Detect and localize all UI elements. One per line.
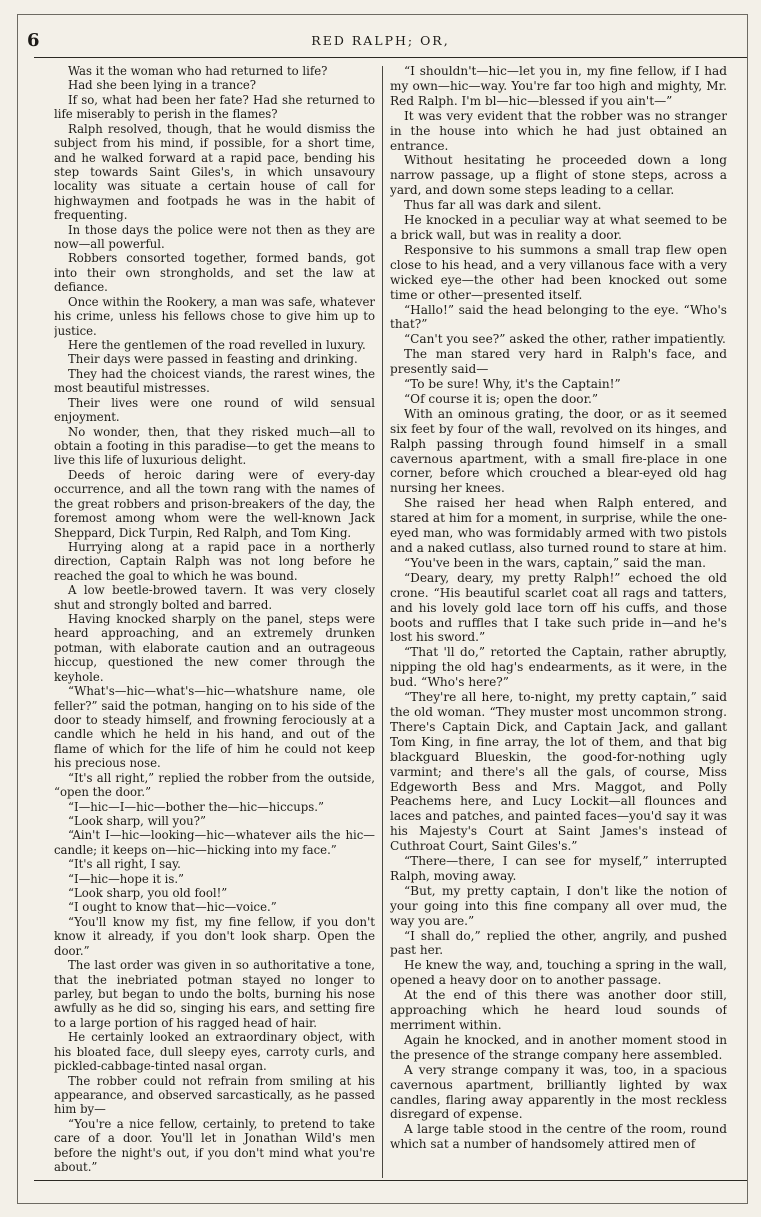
paragraph: “I—hic—hope it is.” (68, 871, 185, 886)
paragraph: The robber could not refrain from smiling at his appearance, and observed sarcastically, as he passed him by— (54, 1073, 375, 1117)
paragraph: “I—hic—I—hic—bother the—hic—hiccups.” (68, 799, 324, 814)
paragraph: “There—there, I can see for myself,” interrupted Ralph, moving away. (390, 854, 727, 883)
paragraph: He knew the way, and, touching a spring in the wall, opened a heavy door on to another passage. (390, 958, 727, 988)
left-text-column (54, 64, 375, 1176)
paragraph: Thus far all was dark and silent. (404, 198, 602, 213)
paragraph: No wonder, then, that they risked much—all to obtain a footing in this paradise—to get the means to live this life of luxurious delight. (54, 424, 375, 468)
paragraph: It was very evident that the robber was no stranger in the house into which he had just obtained an entrance. (390, 108, 727, 153)
paragraph: Hurrying along at a rapid pace in a northerly direction, Captain Ralph was not long before he reached the goal to which he was bound. (54, 539, 375, 583)
paragraph: Was it the woman who had returned to life? (68, 64, 328, 78)
paragraph: He certainly looked an extraordinary object, with his bloated face, dull sleepy eyes, carroty curls, and pickled-cabbage-tinted nasal organ. (54, 1030, 375, 1074)
paragraph: Once within the Rookery, a man was safe, whatever his crime, unless his fellows chose to give him up to justice. (54, 294, 375, 338)
paragraph: “Hallo!” said the head belonging to the eye. “Who's that?” (390, 302, 727, 332)
running-title: RED RALPH; OR, (311, 33, 450, 48)
paragraph: A low beetle-browed tavern. It was very closely shut and strongly bolted and barred. (54, 583, 375, 612)
paragraph: They had the choicest viands, the rarest wines, the most beautiful mistresses. (54, 366, 375, 396)
paragraph: Responsive to his summons a small trap flew open close to his head, and a very villanous face with a very wicked eye—the other had been knocked out some time or other—presented itself. (390, 242, 727, 302)
paragraph: “To be sure! Why, it's the Captain!” (404, 377, 621, 392)
paragraph: The last order was given in so authoritative a tone, that the inebriated potman stayed no longer to parley, but began to undo the bolts, burning his nose awfully as he did so, singing his ears, and setting fire to a large portion of his ragged head of hair. (54, 958, 375, 1030)
right-text-column (390, 64, 727, 1176)
paragraph: “You've been in the wars, captain,” said the man. (404, 555, 706, 570)
paragraph: In those days the police were not then as they are now—all powerful. (54, 222, 375, 252)
paragraph: Having knocked sharply on the panel, steps were heard approaching, and an extremely drunken potman, with elaborate caution and an outrageous hiccup, questioned the new comer through the keyhole. (54, 612, 375, 684)
paragraph: “That 'll do,” retorted the Captain, rather abruptly, nipping the old hag's endearments, as it were, in the bud. “Who's here?” (390, 645, 727, 690)
footer-rule (34, 1180, 747, 1181)
paragraph: “Look sharp, you old fool!” (68, 886, 228, 901)
paragraph: “You'll know my fist, my fine fellow, if you don't know it already, if you don't look sharp. Open the door.” (54, 914, 375, 958)
paragraph: Had she been lying in a trance? (68, 78, 257, 93)
paragraph: She raised her head when Ralph entered, and stared at him for a moment, in surprise, while the one-eyed man, who was formidably armed with two pistols and a naked cutlass, also turned round to stare at him. (390, 496, 727, 555)
paragraph: “It's all right,” replied the robber from the outside, “open the door.” (54, 770, 375, 800)
header-rule (34, 57, 747, 58)
paragraph: Deeds of heroic daring were of every-day occurrence, and all the town rang with the names of the great robbers and prison-breakers of the day, the foremost among whom were the well-known Jack Sheppard, Dick Turpin, Red Ralph, and Tom King. (54, 467, 375, 540)
paragraph: Here the gentlemen of the road revelled in luxury. (68, 338, 366, 353)
paragraph: “Ain't I—hic—looking—hic—whatever ails the hic—candle; it keeps on—hic—hicking into my face.” (54, 828, 375, 857)
paragraph: Their days were passed in feasting and drinking. (68, 352, 358, 367)
paragraph: “You're a nice fellow, certainly, to pretend to take care of a door. You'll let in Jonathan Wild's men before the night's out, if you don't mind what you're about.” (54, 1116, 375, 1175)
paragraph: “But, my pretty captain, I don't like the notion of your going into this fine company all over mud, the way you are.” (390, 883, 727, 928)
paragraph: “What's—hic—what's—hic—whatshure name, ole feller?” said the potman, hanging on to his side of the door to steady himself, and frowning ferociously at a candle which he held in his hand, and out of the flame of which for the life of him he could not keep his precious nose. (54, 684, 375, 771)
paragraph: “It's all right, I say. (68, 857, 181, 872)
paragraph: “Of course it is; open the door.” (404, 391, 599, 406)
paragraph: The man stared very hard in Ralph's face, and presently said— (390, 347, 727, 377)
paragraph: “I shouldn't—hic—let you in, my fine fellow, if I had my own—hic—way. You're far too high and mighty, Mr. Red Ralph. I'm bl—hic—blessed if you ain't—” (390, 64, 727, 108)
paragraph: “I ought to know that—hic—voice.” (68, 900, 277, 915)
paragraph: If so, what had been her fate? Had she returned to life miserably to perish in the flames? (54, 92, 375, 122)
paragraph: Again he knocked, and in another moment stood in the presence of the strange company here assembled. (390, 1032, 727, 1062)
paragraph: He knocked in a peculiar way at what seemed to be a brick wall, but was in reality a door. (390, 213, 727, 242)
paragraph: “Look sharp, will you?” (68, 813, 206, 828)
paragraph: At the end of this there was another door still, approaching which he heard loud sounds of merriment within. (390, 988, 727, 1032)
paragraph: “I shall do,” replied the other, angrily, and pushed past her. (390, 928, 727, 958)
page-number: 6 (27, 30, 40, 51)
paragraph: Robbers consorted together, formed bands, got into their own strongholds, and set the law at defiance. (54, 251, 375, 295)
paragraph: Ralph resolved, though, that he would dismiss the subject from his mind, if possible, for a short time, and he walked forward at a rapid pace, bending his step towards Saint Giles's, in which unsavoury locality was situate a certain house of call for highwaymen and footpads he was in the habit of frequenting. (54, 121, 375, 223)
paragraph: “They're all here, to-night, my pretty captain,” said the old woman. “They muster most uncommon strong. There's Captain Dick, and Captain Jack, and gallant Tom King, in fine array, the lot of them, and that big blackguard Blueskin, the good-for-nothing ugly varmint; and there's all the gals, of course, Miss Edgeworth Bess and Mrs. Maggot, and Polly Peachems here, and Lucy Lockit—all flounces and laces and patches, and painted faces—you'd say it was his Majesty's Court at Saint James's instead of Cuthroat Court, Saint Giles's.” (390, 690, 727, 854)
column-divider (382, 66, 383, 1178)
paragraph: With an ominous grating, the door, or as it seemed six feet by four of the wall, revolved on its hinges, and Ralph passing through found himself in a small cavernous apartment, with a small fire-place in one corner, before which crouched a blear-eyed old hag nursing her knees. (390, 406, 727, 496)
paragraph: A large table stood in the centre of the room, round which sat a number of handsomely attired men of (390, 1122, 727, 1152)
paragraph: Without hesitating he proceeded down a long narrow passage, up a flight of stone steps, across a yard, and down some steps leading to a cellar. (390, 153, 727, 198)
paragraph: “Deary, deary, my pretty Ralph!” echoed the old crone. “His beautiful scarlet coat all rags and tatters, and his lovely gold lace torn off his cuffs, and those boots and ruffles that I take such pride in—and he's lost his sword.” (390, 570, 727, 645)
paragraph: “Can't you see?” asked the other, rather impatiently. (404, 332, 726, 347)
paragraph: A very strange company it was, too, in a spacious cavernous apartment, brilliantly lighted by wax candles, flaring away apparently in the most reckless disregard of expense. (390, 1062, 727, 1122)
paragraph: Their lives were one round of wild sensual enjoyment. (54, 395, 375, 425)
